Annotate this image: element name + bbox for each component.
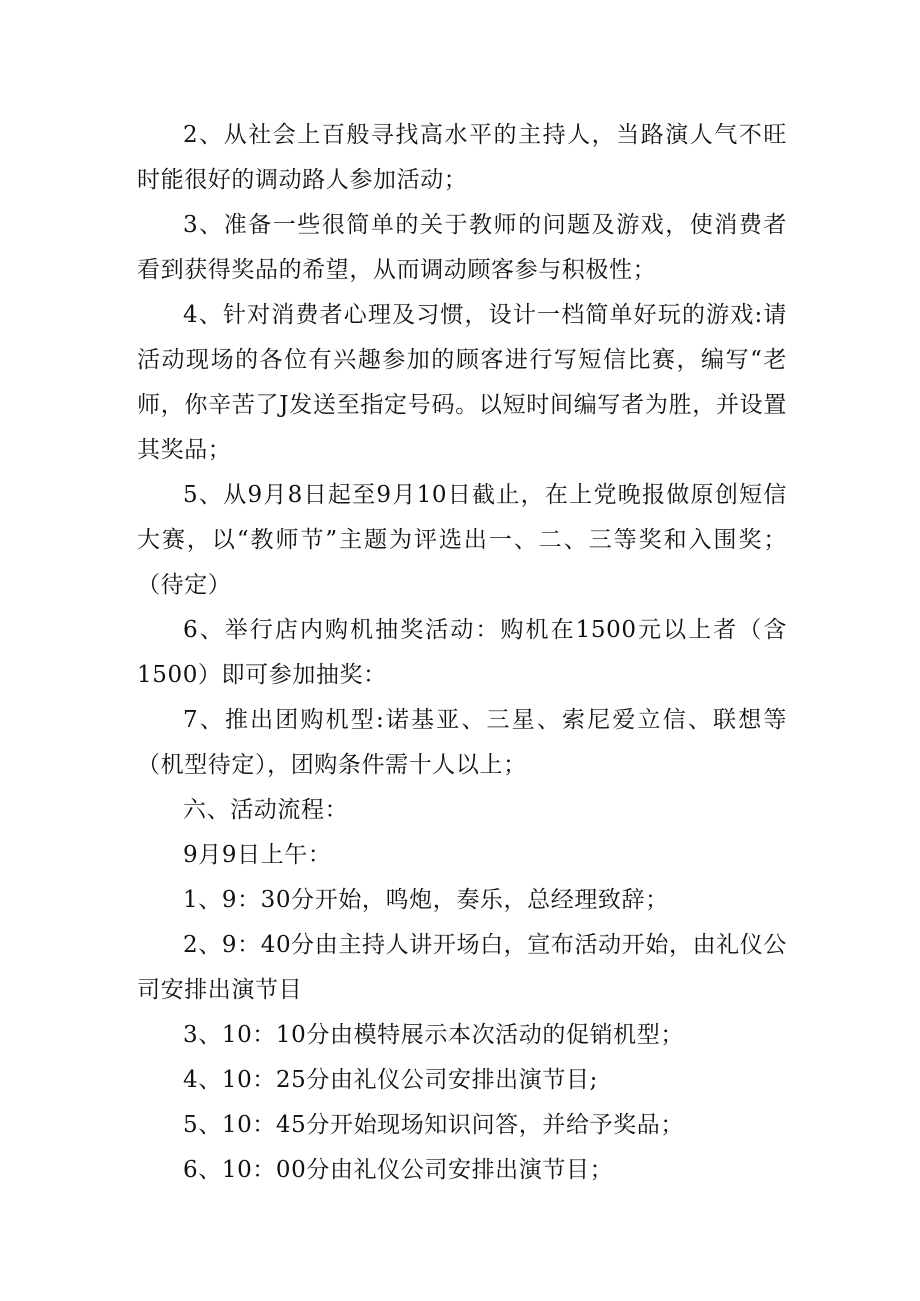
schedule-date-heading: 9月9日上午： (183, 842, 332, 868)
paragraph-item-2-host: 2、从社会上百般寻找高水平的主持人，当路演人气不旺时能很好的调动路人参加活动； (137, 122, 787, 193)
schedule-item-2: 2、9：40分由主持人讲开场白，宣布活动开始，由礼仪公司安排出演节目 (137, 932, 787, 1003)
paragraph-item-5-original-sms: 5、从9月8日起至9月10日截止，在上党晚报做原创短信大赛，以“教师节”主题为评选出一、二、三等奖和入围奖；（待定） (137, 482, 787, 598)
paragraph-item-3-teacher-questions: 3、准备一些很简单的关于教师的问题及游戏，使消费者看到获得奖品的希望，从而调动顾客参与积极性； (137, 212, 787, 283)
schedule-item-5: 5、10：45分开始现场知识问答，并给予奖品； (183, 1112, 684, 1138)
paragraph-item-7-group-buy: 7、推出团购机型:诺基亚、三星、索尼爱立信、联想等（机型待定），团购条件需十人以上； (137, 707, 787, 778)
paragraph-item-6-lottery: 6、举行店内购机抽奖活动：购机在1500元以上者（含1500）即可参加抽奖： (137, 617, 787, 688)
paragraph-item-4-sms-contest: 4、针对消费者心理及习惯，设计一档简单好玩的游戏:请活动现场的各位有兴趣参加的顾客进行写短信比赛，编写“老师，你辛苦了J发送至指定号码。以短时间编写者为胜，并设置其奖品； (137, 302, 787, 463)
schedule-item-6: 6、10：00分由礼仪公司安排出演节目； (183, 1157, 614, 1183)
schedule-item-4: 4、10：25分由礼仪公司安排出演节目; (183, 1067, 598, 1093)
section-heading-activity-flow: 六、活动流程： (183, 797, 349, 823)
document-body (137, 113, 787, 1193)
schedule-item-3: 3、10：10分由模特展示本次活动的促销机型； (183, 1022, 684, 1048)
schedule-item-1: 1、9：30分开始，鸣炮，奏乐，总经理致辞； (183, 887, 669, 913)
